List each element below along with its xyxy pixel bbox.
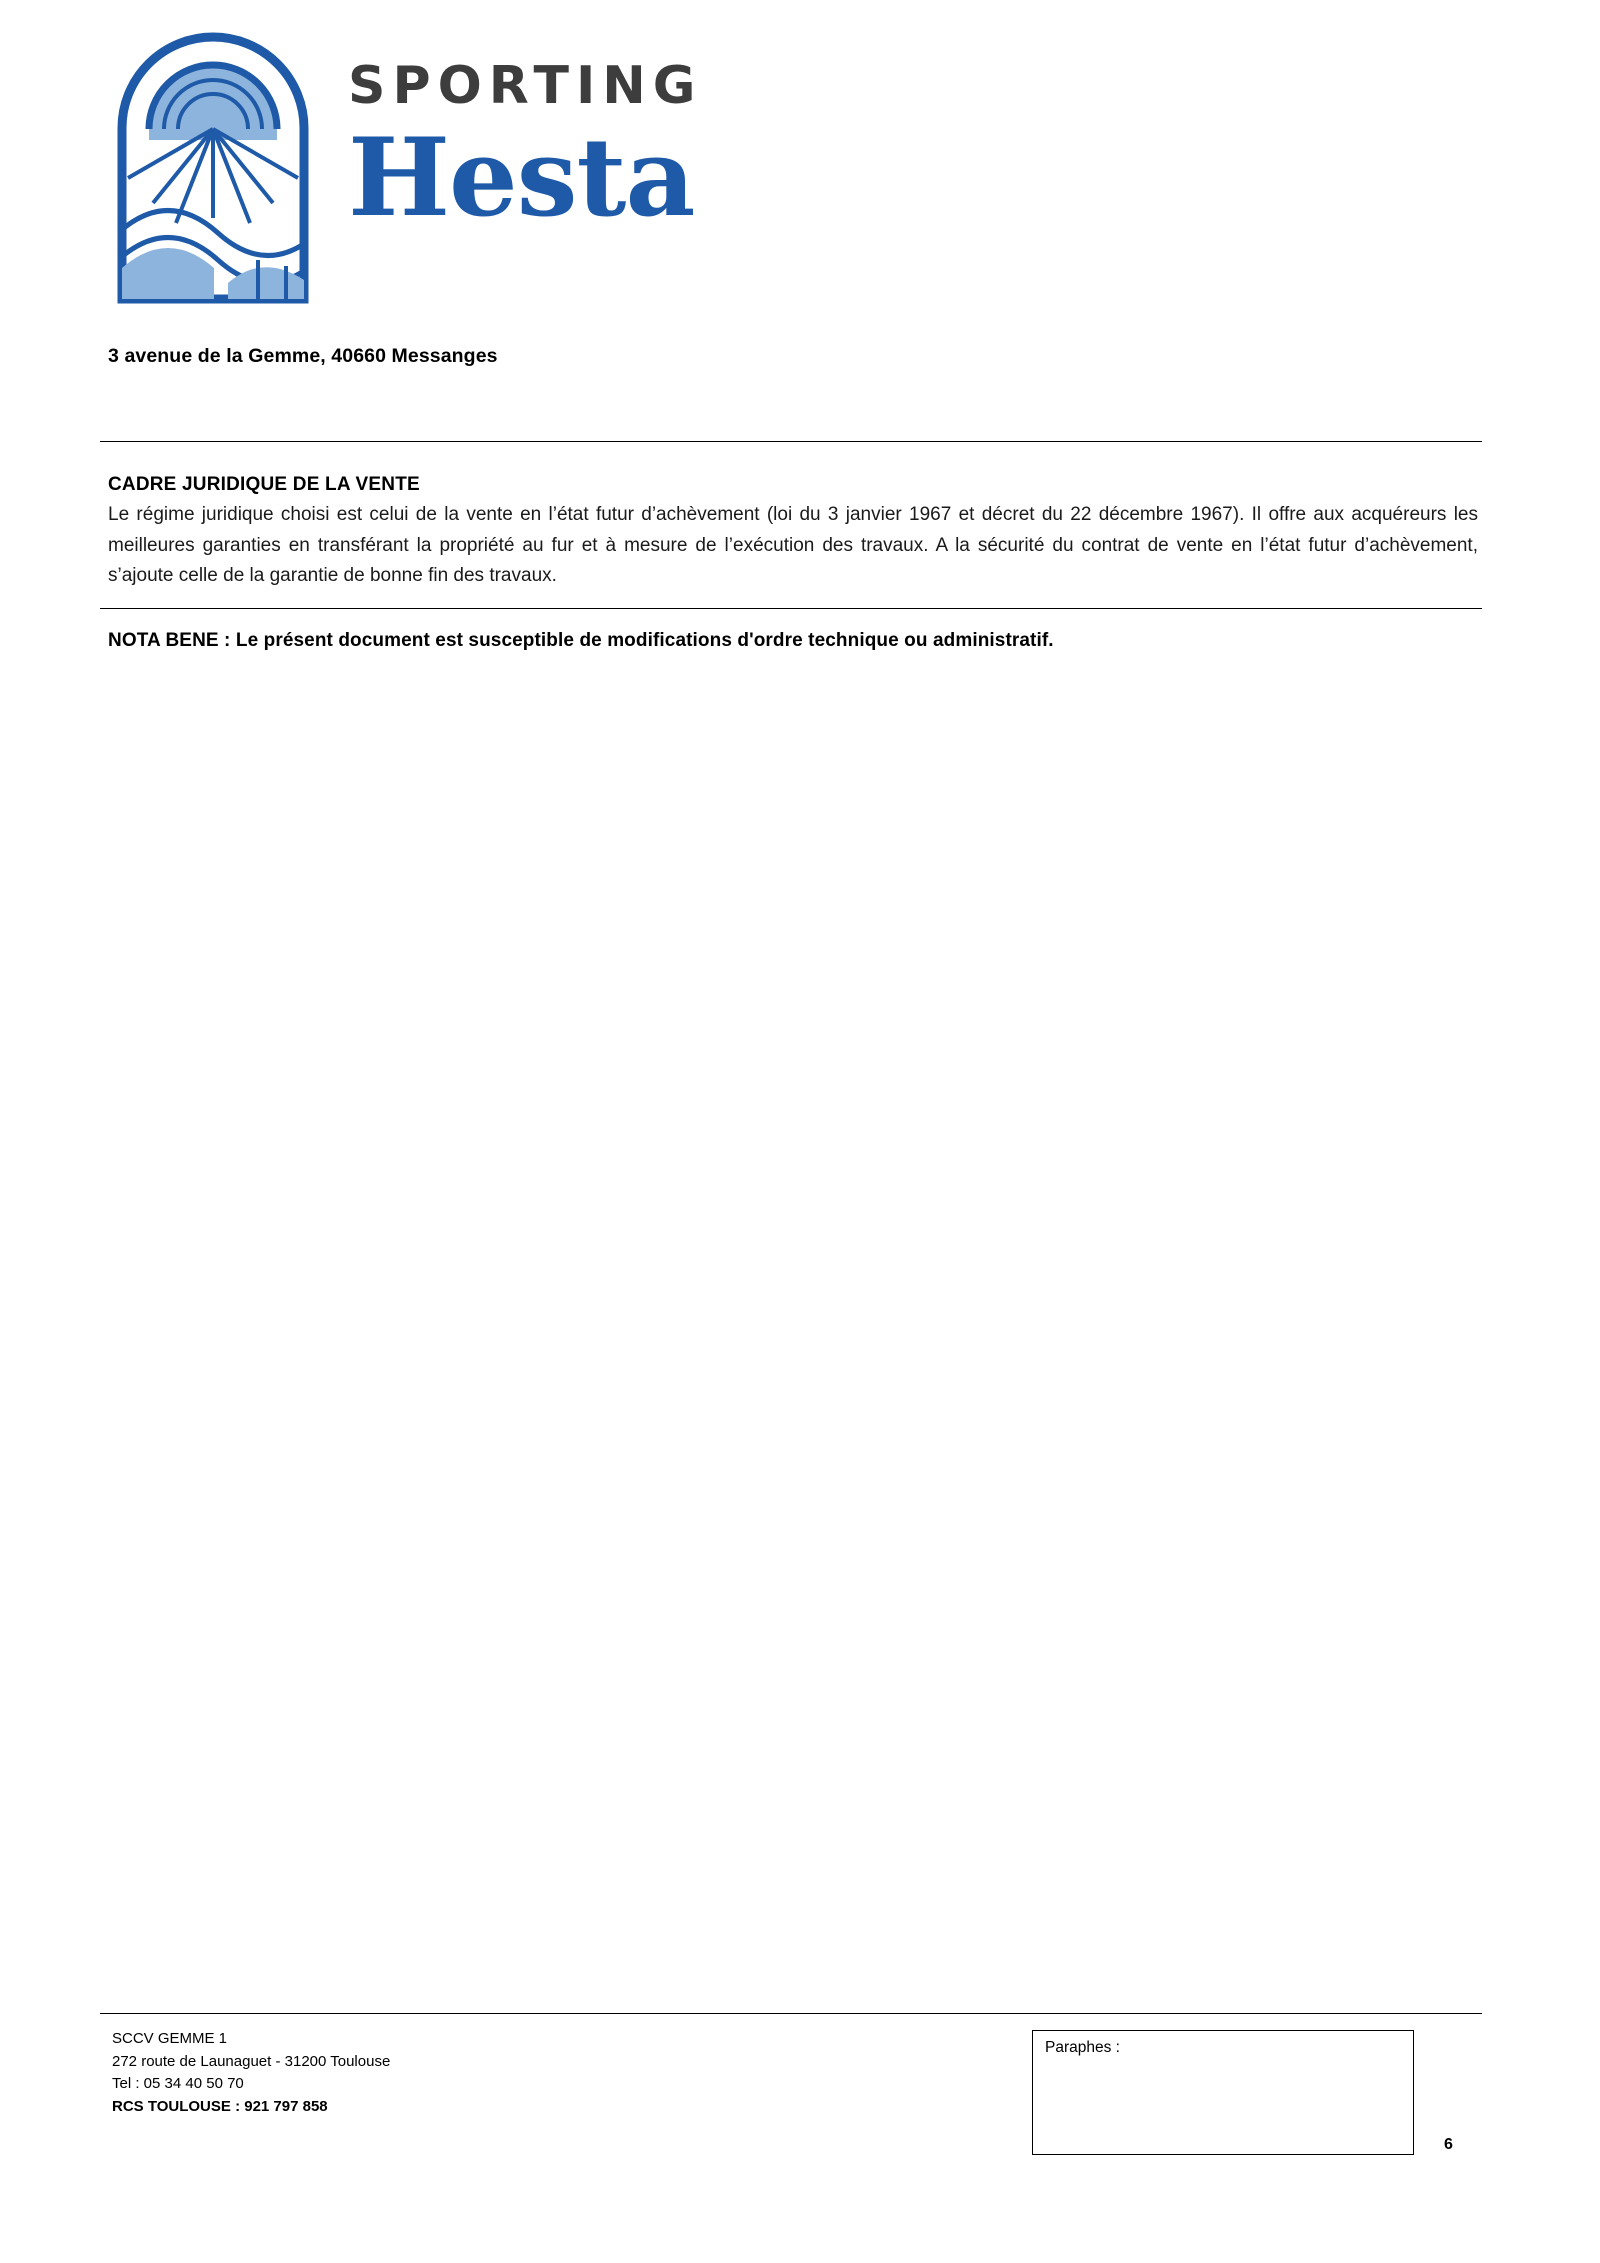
page-number: 6 — [1444, 2136, 1453, 2153]
nota-bene-text: NOTA BENE : Le présent document est susceptible de modifications d'ordre technique ou administratif. — [108, 630, 1054, 651]
footer-company-block — [112, 2028, 390, 2118]
logo-sporting-text: SPORTING — [348, 56, 703, 116]
arched-window-logo-icon — [108, 28, 318, 313]
document-header — [108, 28, 703, 313]
divider-top — [100, 441, 1482, 442]
section-title: CADRE JURIDIQUE DE LA VENTE — [108, 474, 420, 495]
logo-hesta-text: Hesta — [348, 115, 695, 241]
divider-footer — [100, 2013, 1482, 2014]
footer-company-rcs: RCS TOULOUSE : 921 797 858 — [112, 2097, 328, 2115]
logo-wordmark — [348, 28, 703, 241]
footer-company-address: 272 route de Launaguet - 31200 Toulouse — [112, 2052, 391, 2070]
paraphes-label: Paraphes : — [1045, 2039, 1120, 2056]
section-paragraph: Le régime juridique choisi est celui de la vente en l’état futur d’achèvement (loi du 3 janvier 1967 et décret du 22 décembre 1967). Il offre aux acquéreurs les meilleures garanties en transférant la propriété au fur et à mesure de l’exécution des travaux. A la sécurité du contrat de vente en l’état futur d’achèvement, s’ajoute celle de la garantie de bonne fin des travaux. — [108, 504, 1478, 586]
footer-company-name: SCCV GEMME 1 — [112, 2030, 228, 2047]
paraphes-signature-box[interactable] — [1032, 2030, 1414, 2155]
footer-company-phone: Tel : 05 34 40 50 70 — [112, 2075, 244, 2092]
project-address: 3 avenue de la Gemme, 40660 Messanges — [108, 345, 498, 367]
divider-middle — [100, 608, 1482, 609]
